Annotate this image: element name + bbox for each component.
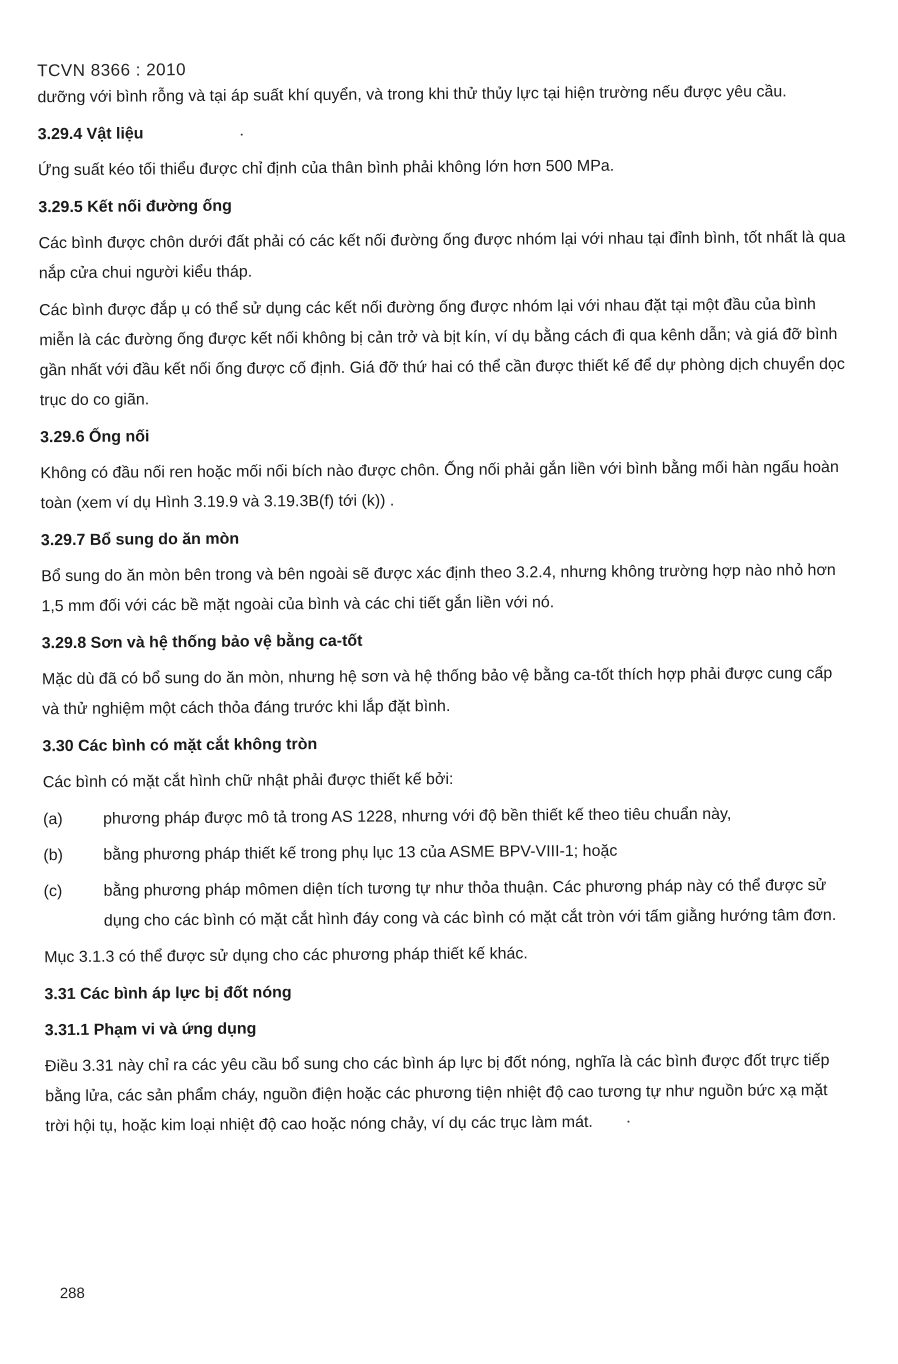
section-heading-3-31-1: 3.31.1 Phạm vi và ứng dụng <box>44 1020 257 1040</box>
list-item-label: (b) <box>43 847 63 865</box>
paragraph-3-30: Các bình có mặt cắt hình chữ nhật phải được thiết kế bởi: <box>42 770 454 792</box>
paragraph-3-29-5-b: Các bình được đắp ụ có thể sử dụng các kết nối đường ống được nhóm lại với nhau đặt tại một đầu của bình miễn là các đường ống được kết nối không bị cản trở và bịt kín, ví dụ bằng cách đi qua kênh dẫn; và giá đỡ bình gần nhất với đầu kết nối ống được cố định. Giá đỡ thứ hai có thể cần được thiết kế để dự phòng dịch chuyển dọc trục do co giãn. <box>39 296 845 410</box>
list-item <box>43 835 853 871</box>
document-header: TCVN 8366 : 2010 <box>37 60 187 81</box>
list-item <box>44 871 854 937</box>
list-item-text: bằng phương pháp mômen diện tích tương tự như thỏa thuận. Các phương pháp này có thể được sử dụng cho các bình có mặt cắt hình đáy cong và các bình có mặt cắt tròn với tấm giằng hướng tâm đơn. <box>103 877 837 930</box>
section-heading-3-30: 3.30 Các bình có mặt cắt không tròn <box>42 736 318 756</box>
section-heading-3-29-4: 3.29.4 Vật liệu <box>37 125 144 144</box>
section-heading-3-31: 3.31 Các bình áp lực bị đốt nóng <box>44 984 292 1004</box>
paragraph-continuation: dưỡng với bình rỗng và tại áp suất khí quyển, và trong khi thử thủy lực tại hiện trường nếu được yêu cầu. <box>37 83 787 107</box>
paragraph-3-29-6: Không có đầu nối ren hoặc mối nối bích nào được chôn. Ống nối phải gắn liền với bình bằng mối hàn ngấu hoàn toàn (xem ví dụ Hình 3.19.9 và 3.19.3B(f) tới (k)) . <box>40 458 839 513</box>
list-item-text: phương pháp được mô tả trong AS 1228, nhưng với độ bền thiết kế theo tiêu chuẩn này, <box>103 805 732 828</box>
section-heading-3-29-7: 3.29.7 Bổ sung do ăn mòn <box>40 530 240 550</box>
list-item-text: bằng phương pháp thiết kế trong phụ lục 13 của ASME BPV-VIII-1; hoặc <box>103 842 618 864</box>
page-number: 288 <box>59 1284 85 1303</box>
section-heading-3-29-8: 3.29.8 Sơn và hệ thống bảo vệ bằng ca-tốt <box>41 632 363 653</box>
list-item <box>43 799 853 835</box>
document-body <box>37 77 855 1149</box>
scan-speck <box>627 1121 629 1123</box>
paragraph-3-29-8: Mặc dù đã có bổ sung do ăn mòn, nhưng hệ sơn và hệ thống bảo vệ bằng ca-tốt thích hợp phải được cung cấp và thử nghiệm một cách thỏa đáng trước khi lắp đặt bình. <box>41 664 833 719</box>
list-item-label: (a) <box>43 811 63 829</box>
paragraph-3-31-1: Điều 3.31 này chỉ ra các yêu cầu bổ sung cho các bình áp lực bị đốt nóng, nghĩa là các bình được đốt trực tiếp bằng lửa, các sản phẩm cháy, nguồn điện hoặc các phương tiện nhiệt độ cao tương tự như nguồn bức xạ mặt trời hội tụ, hoặc kim loại nhiệt độ cao hoặc nóng chảy, ví dụ các trục làm mát. <box>44 1052 830 1136</box>
list-item-label: (c) <box>43 883 63 901</box>
paragraph-3-29-4: Ứng suất kéo tối thiểu được chỉ định của thân bình phải không lớn hơn 500 MPa. <box>37 157 615 180</box>
section-heading-3-29-6: 3.29.6 Ống nối <box>40 428 150 447</box>
paragraph-3-30-note: Mục 3.1.3 có thể được sử dụng cho các phương pháp thiết kế khác. <box>44 945 528 967</box>
paragraph-3-29-7: Bổ sung do ăn mòn bên trong và bên ngoài sẽ được xác định theo 3.2.4, nhưng không trường hợp nào nhỏ hơn 1,5 mm đối với các bề mặt ngoài của bình và các chi tiết gắn liền với nó. <box>41 561 836 616</box>
section-heading-3-29-5: 3.29.5 Kết nối đường ống <box>38 197 232 217</box>
paragraph-3-29-5-a: Các bình được chôn dưới đất phải có các kết nối đường ống được nhóm lại với nhau tại đỉnh bình, tốt nhất là qua nắp cửa chui người kiểu tháp. <box>38 228 846 283</box>
scan-speck <box>241 134 243 136</box>
